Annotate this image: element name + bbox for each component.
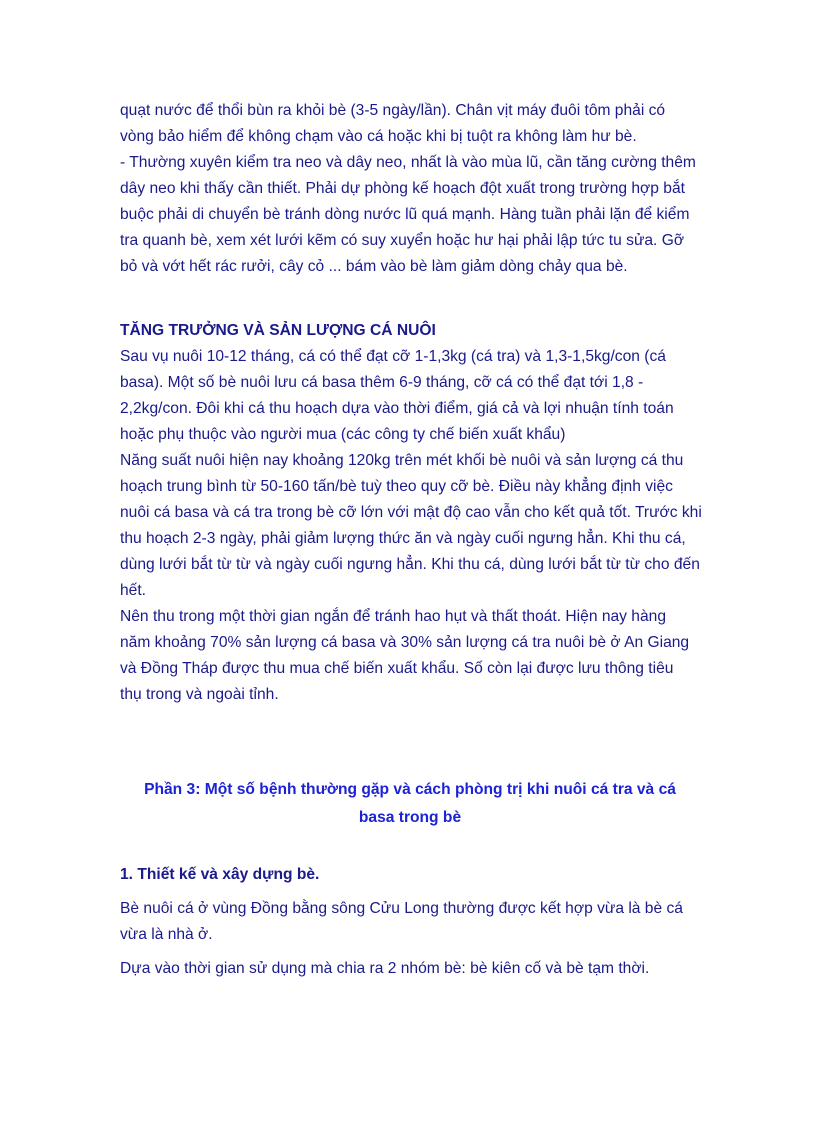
paragraph-growth-size: Sau vụ nuôi 10-12 tháng, cá có thể đạt cỡ 1-1,3kg (cá tra) và 1,3-1,5kg/con (cá basa). Một số bè nuôi lưu cá basa thêm 6-9 tháng, cỡ cá có thể đạt tới 1,8 - 2,2kg/con. Đôi khi cá thu hoạch dựa vào thời điểm, giá cả và lợi nhuận tính toán hoặc phụ thuộc vào người mua (các công ty chế biến xuất khẩu) [120, 348, 674, 443]
section-heading-design: 1. Thiết kế và xây dựng bè. [120, 866, 320, 883]
part3-title [120, 776, 700, 832]
paragraph-yield: Năng suất nuôi hiện nay khoảng 120kg trên mét khối bè nuôi và sản lượng cá thu hoạch trung bình từ 50-160 tấn/bè tuỳ theo quy cỡ bè. Điều này khẳng định việc nuôi cá basa và cá tra trong bè cỡ lớn với mật độ cao vẫn cho kết quả tốt. Trước khi thu hoạch 2-3 ngày, phải giảm lượng thức ăn và ngày cuối ngưng hẳn. Khi thu cá, dùng lưới bắt từ từ và ngày cuối ngưng hẳn. Khi thu cá, dùng lưới bắt từ từ cho đến hết. [120, 452, 702, 599]
paragraph-harvest: Nên thu trong một thời gian ngắn để tránh hao hụt và thất thoát. Hiện nay hàng năm khoảng 70% sản lượng cá basa và 30% sản lượng cá tra nuôi bè ở An Giang và Đồng Tháp được thu mua chế biến xuất khẩu. Số còn lại được lưu thông tiêu thụ trong và ngoài tỉnh. [120, 608, 690, 703]
part3-title-line2: basa trong bè [358, 809, 462, 826]
paragraph-raft-groups: Dựa vào thời gian sử dụng mà chia ra 2 nhóm bè: bè kiên cố và bè tạm thời. [120, 960, 650, 977]
paragraph-aerator: quạt nước để thổi bùn ra khỏi bè (3-5 ngày/lần). Chân vịt máy đuôi tôm phải có vòng bảo hiểm để không chạm vào cá hoặc khi bị tuột ra không làm hư bè. [120, 102, 666, 145]
document-content [120, 98, 700, 982]
paragraph-raft-house: Bè nuôi cá ở vùng Đồng bằng sông Cửu Long thường được kết hợp vừa là bè cá vừa là nhà ở. [120, 900, 683, 943]
paragraph-anchor-check: - Thường xuyên kiểm tra neo và dây neo, nhất là vào mùa lũ, cần tăng cường thêm dây neo khi thấy cần thiết. Phải dự phòng kế hoạch đột xuất trong trường hợp bắt buộc phải di chuyển bè tránh dòng nước lũ quá mạnh. Hàng tuần phải lặn để kiểm tra quanh bè, xem xét lưới kẽm có suy xuyển hoặc hư hại phải lập tức tu sửa. Gỡ bỏ và vớt hết rác rưởi, cây cỏ ... bám vào bè làm giảm dòng chảy qua bè. [120, 154, 696, 275]
part3-title-line1: Phần 3: Một số bệnh thường gặp và cách phòng trị khi nuôi cá tra và cá [144, 781, 676, 798]
section-heading-growth: TĂNG TRƯỞNG VÀ SẢN LƯỢNG CÁ NUÔI [120, 322, 436, 339]
